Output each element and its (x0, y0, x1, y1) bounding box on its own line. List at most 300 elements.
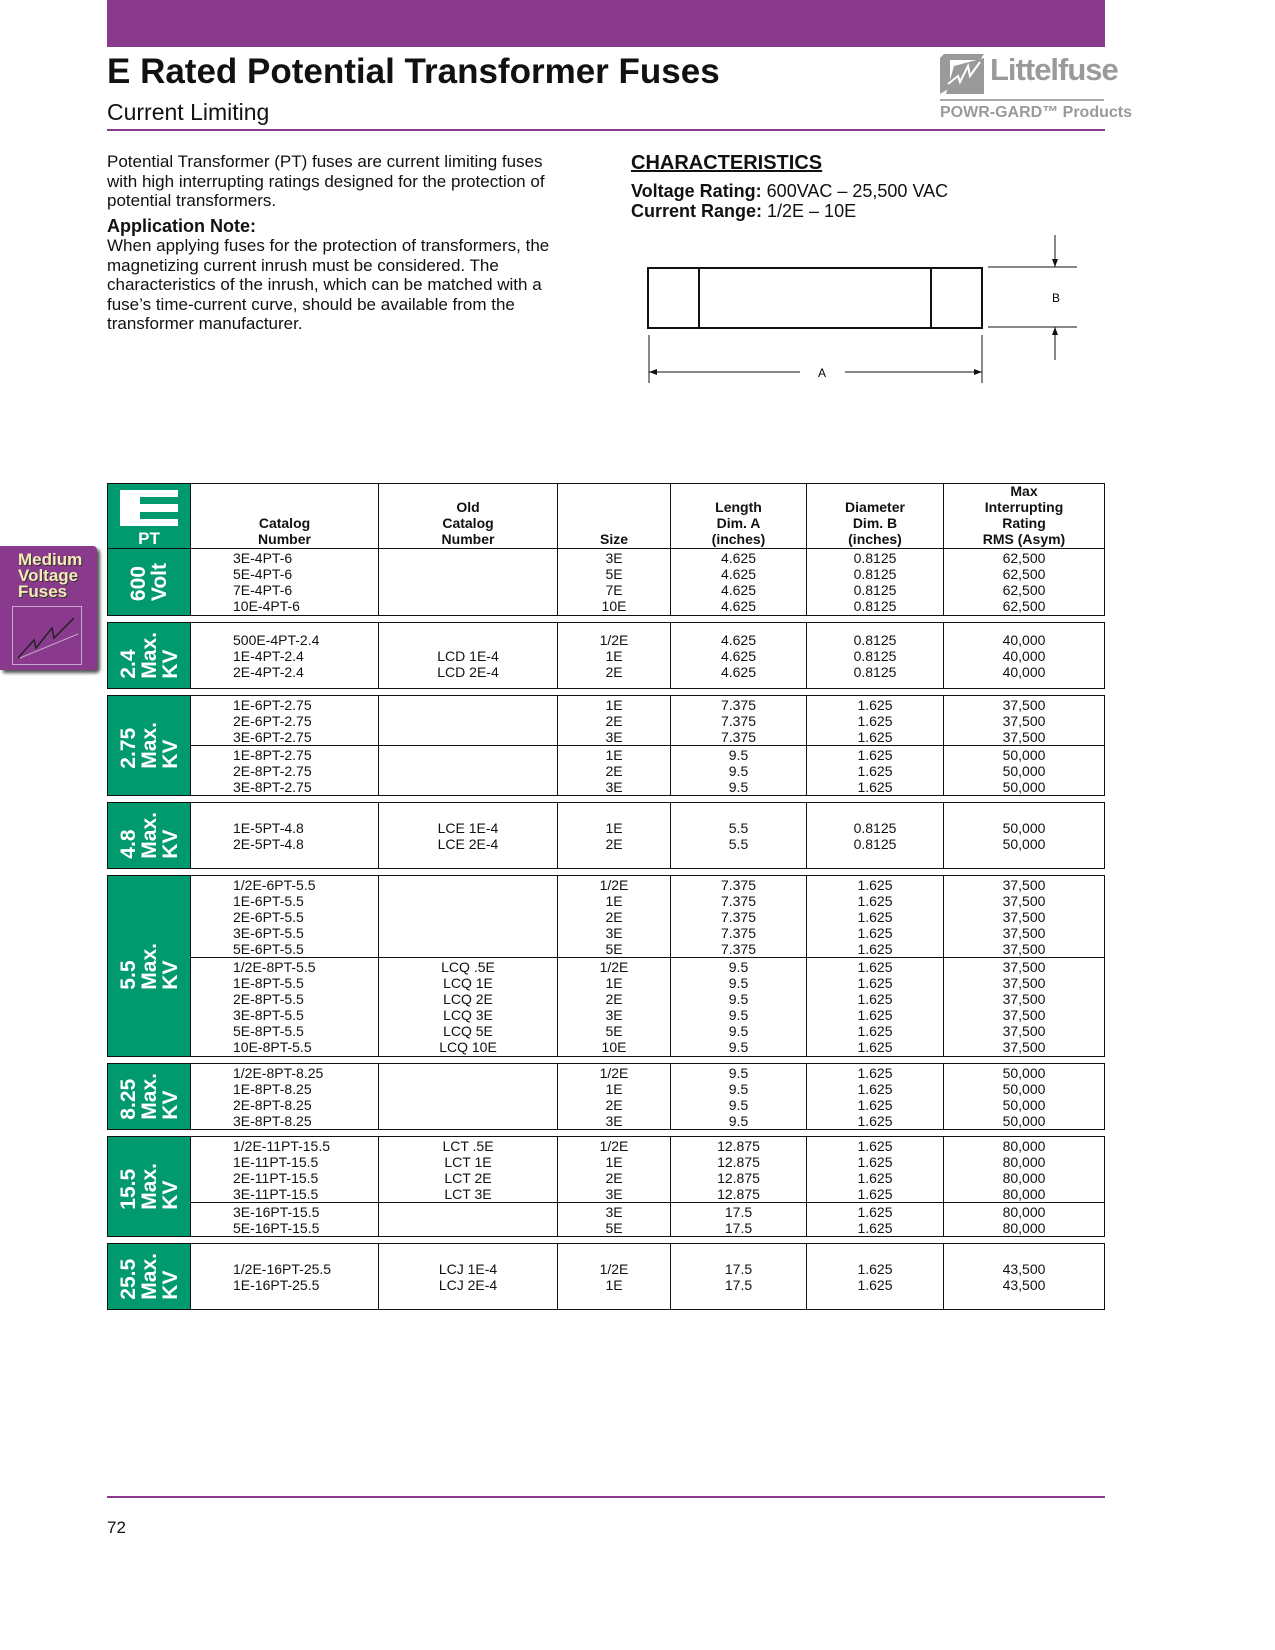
length-value: 4.625 (720, 663, 757, 680)
size-value: 1/2E (599, 959, 629, 976)
voltage-label-text: 600 Volt (127, 562, 171, 602)
catalog-value: 3E-6PT-5.5 (233, 924, 304, 941)
length-value: 4.625 (720, 647, 757, 664)
column-header-text: Max Interrupting Rating RMS (Asym) (982, 483, 1066, 547)
old-value (466, 893, 470, 909)
characteristics-section (631, 153, 948, 221)
length-value: 7.375 (720, 712, 757, 729)
rating-value: 37,500 (1002, 908, 1046, 925)
old-value: LCQ .5E (441, 959, 495, 976)
diameter-value: 1.625 (857, 975, 893, 992)
application-note-heading: Application Note: (107, 215, 256, 236)
size-value: 1/2E (599, 876, 629, 893)
diameter-value: 0.8125 (853, 835, 897, 852)
column-header-text: Length Dim. A (inches) (711, 499, 766, 547)
old-value: LCQ 5E (443, 1023, 493, 1040)
cell-diameter (806, 1064, 943, 1129)
cell-diameter (806, 1203, 943, 1236)
cell-rating (943, 1137, 1104, 1202)
cell-rating (943, 696, 1104, 745)
intro-section (107, 152, 577, 334)
length-value: 7.375 (720, 728, 757, 745)
length-value: 12.875 (717, 1185, 760, 1202)
voltage-group-label (108, 1244, 190, 1309)
rating-value: 37,500 (1002, 940, 1046, 957)
cell-length (670, 1137, 806, 1202)
fuse-subgroup (190, 696, 1104, 745)
size-value: 5E (605, 1023, 623, 1040)
cell-rating (943, 876, 1104, 957)
cell-rating (943, 1064, 1104, 1129)
size-value: 1E (605, 1153, 623, 1170)
fuse-subgroup (190, 876, 1104, 957)
cell-length (670, 1064, 806, 1129)
old-value (466, 713, 470, 729)
rating-value: 37,500 (1002, 924, 1046, 941)
size-value: 1/2E (599, 1260, 629, 1277)
side-tab-label: Medium Voltage Fuses (18, 550, 83, 601)
fuse-subgroup (190, 1244, 1104, 1309)
logo-subtitle: POWR-GARD™ Products (940, 104, 1132, 121)
cell-rating (943, 958, 1104, 1056)
length-value: 9.5 (728, 1096, 749, 1113)
length-value: 9.5 (728, 959, 749, 976)
catalog-value: 1/2E-16PT-25.5 (233, 1260, 332, 1277)
length-value: 12.875 (717, 1153, 760, 1170)
diameter-value: 1.625 (857, 876, 893, 893)
rating-value: 37,500 (1002, 1023, 1046, 1040)
size-value: 1E (605, 819, 623, 836)
diameter-value: 1.625 (857, 1169, 893, 1186)
group-body (190, 876, 1104, 1056)
catalog-value: 1E-8PT-2.75 (233, 746, 312, 763)
old-value: LCT 3E (444, 1185, 492, 1202)
cell-old (378, 876, 557, 957)
voltage-group-label (108, 876, 190, 1056)
catalog-value: 5E-4PT-6 (233, 566, 293, 582)
cell-length (670, 1244, 806, 1309)
length-value: 9.5 (728, 1080, 749, 1097)
diameter-value: 0.8125 (853, 598, 897, 614)
rating-value: 37,500 (1002, 712, 1046, 729)
rating-value: 43,500 (1002, 1260, 1046, 1277)
cell-catalog (190, 1137, 378, 1202)
cell-catalog (190, 1203, 378, 1236)
cell-catalog (190, 876, 378, 957)
diameter-value: 0.8125 (853, 663, 897, 680)
size-value: 1E (605, 1080, 623, 1097)
rating-value: 50,000 (1002, 746, 1046, 763)
catalog-value: 2E-11PT-15.5 (233, 1169, 319, 1186)
lightning-graph-icon (12, 606, 82, 666)
length-value: 9.5 (728, 1023, 749, 1040)
catalog-value: 1/2E-8PT-8.25 (233, 1064, 324, 1081)
size-value: 1E (605, 746, 623, 763)
dim-a-label: A (818, 366, 827, 380)
size-value: 10E (601, 598, 627, 614)
group-body (190, 549, 1104, 615)
length-value: 9.5 (728, 1064, 749, 1081)
voltage-group-label (108, 623, 190, 688)
diameter-value: 1.625 (857, 892, 893, 909)
old-value: LCQ 10E (439, 1039, 497, 1056)
length-value: 17.5 (724, 1276, 753, 1293)
size-value: 2E (605, 1169, 623, 1186)
catalog-value: 3E-16PT-15.5 (233, 1203, 320, 1220)
diameter-value: 1.625 (857, 1219, 893, 1236)
diameter-value: 1.625 (857, 1039, 893, 1056)
catalog-value: 7E-4PT-6 (233, 582, 293, 598)
column-header-text: Diameter Dim. B (inches) (845, 499, 905, 547)
table-header (107, 483, 1105, 549)
cell-size (557, 1137, 670, 1202)
voltage-group (107, 549, 1105, 616)
size-value: 1E (605, 892, 623, 909)
size-value: 1/2E (599, 1064, 629, 1081)
catalog-value: 3E-4PT-6 (233, 550, 293, 566)
fuse-subgroup (190, 1137, 1104, 1202)
voltage-group-label (108, 696, 190, 795)
size-value: 3E (605, 1112, 623, 1129)
cell-size (557, 803, 670, 868)
catalog-value: 5E-6PT-5.5 (233, 940, 304, 957)
diameter-value: 1.625 (857, 1153, 893, 1170)
voltage-label-text: 2.4 Max. KV (116, 632, 182, 679)
rating-value: 80,000 (1002, 1169, 1046, 1186)
cell-diameter (806, 549, 943, 615)
voltage-group (107, 1243, 1105, 1310)
old-value (466, 925, 470, 941)
length-value: 7.375 (720, 876, 757, 893)
cell-catalog (190, 1064, 378, 1129)
footer-divider (107, 1496, 1105, 1498)
diameter-value: 1.625 (857, 1185, 893, 1202)
cell-old (378, 623, 557, 688)
cell-catalog (190, 958, 378, 1056)
rating-value: 62,500 (1002, 582, 1046, 598)
application-note-text: When applying fuses for the protection of transformers, the magnetizing current inrush must be considered. The characteristics of the inrush, which can be matched with a fuse’s time-current curve, should be available from the transformer manufacturer. (107, 236, 550, 333)
cell-catalog (190, 696, 378, 745)
voltage-group (107, 695, 1105, 796)
cell-size (557, 1244, 670, 1309)
size-value: 5E (605, 1219, 623, 1236)
fuse-dimension-diagram (640, 230, 1090, 390)
rating-value: 50,000 (1002, 778, 1046, 795)
cell-size (557, 549, 670, 615)
diameter-value: 1.625 (857, 1203, 893, 1220)
catalog-value: 1E-4PT-2.4 (233, 647, 304, 664)
cell-old (378, 746, 557, 795)
size-value: 1E (605, 975, 623, 992)
cell-diameter (806, 876, 943, 957)
size-value: 2E (605, 835, 623, 852)
cell-length (670, 549, 806, 615)
diameter-value: 1.625 (857, 1007, 893, 1024)
cell-old (378, 1244, 557, 1309)
size-value: 7E (605, 582, 623, 598)
length-value: 9.5 (728, 1007, 749, 1024)
diameter-value: 1.625 (857, 712, 893, 729)
rating-value: 50,000 (1002, 1064, 1046, 1081)
cell-size (557, 958, 670, 1056)
diameter-value: 1.625 (857, 991, 893, 1008)
rating-value: 40,000 (1002, 647, 1046, 664)
size-value: 2E (605, 991, 623, 1008)
size-value: 5E (605, 566, 623, 582)
cell-diameter (806, 803, 943, 868)
rating-value: 50,000 (1002, 762, 1046, 779)
cell-catalog (190, 623, 378, 688)
length-value: 9.5 (728, 778, 749, 795)
cell-rating (943, 1203, 1104, 1236)
length-value: 7.375 (720, 892, 757, 909)
old-value (466, 1220, 470, 1236)
current-value: 1/2E – 10E (762, 201, 857, 221)
length-value: 9.5 (728, 746, 749, 763)
column-header-length (670, 484, 806, 548)
cell-size (557, 1203, 670, 1236)
littelfuse-mark-icon (940, 54, 984, 94)
rating-value: 50,000 (1002, 1112, 1046, 1129)
page-number: 72 (107, 1518, 126, 1537)
size-value: 2E (605, 663, 623, 680)
old-value: LCD 1E-4 (437, 647, 499, 664)
rating-value: 37,500 (1002, 696, 1046, 713)
catalog-value: 3E-8PT-8.25 (233, 1112, 312, 1129)
size-value: 2E (605, 712, 623, 729)
diameter-value: 1.625 (857, 1023, 893, 1040)
voltage-label: Voltage Rating: (631, 181, 762, 201)
rating-value: 80,000 (1002, 1203, 1046, 1220)
rating-value: 40,000 (1002, 663, 1046, 680)
group-body (190, 1137, 1104, 1236)
diameter-value: 1.625 (857, 959, 893, 976)
cell-rating (943, 549, 1104, 615)
cell-length (670, 1203, 806, 1236)
rating-value: 37,500 (1002, 959, 1046, 976)
cell-diameter (806, 746, 943, 795)
length-value: 9.5 (728, 1112, 749, 1129)
rating-value: 37,500 (1002, 1039, 1046, 1056)
cell-diameter (806, 623, 943, 688)
diameter-value: 1.625 (857, 728, 893, 745)
old-value (466, 909, 470, 925)
catalog-value: 3E-6PT-2.75 (233, 728, 312, 745)
catalog-value: 1E-11PT-15.5 (233, 1153, 319, 1170)
old-value (466, 747, 470, 763)
cell-rating (943, 746, 1104, 795)
voltage-group (107, 1063, 1105, 1130)
diameter-value: 0.8125 (853, 550, 897, 566)
cell-catalog (190, 549, 378, 615)
old-value (466, 779, 470, 795)
medium-voltage-fuses-tab[interactable] (0, 546, 97, 670)
diameter-value: 0.8125 (853, 647, 897, 664)
diameter-value: 1.625 (857, 746, 893, 763)
logo-name: Littelfuse (990, 52, 1118, 87)
diameter-value: 1.625 (857, 762, 893, 779)
length-value: 4.625 (720, 631, 757, 648)
length-value: 5.5 (728, 835, 749, 852)
length-value: 5.5 (728, 819, 749, 836)
size-value: 2E (605, 762, 623, 779)
voltage-label-text: 4.8 Max. KV (116, 812, 182, 859)
old-value: LCJ 2E-4 (438, 1276, 498, 1293)
cell-old (378, 1064, 557, 1129)
cell-old (378, 958, 557, 1056)
length-value: 17.5 (724, 1219, 753, 1236)
rating-value: 50,000 (1002, 1080, 1046, 1097)
cell-length (670, 623, 806, 688)
old-value (466, 763, 470, 779)
cell-catalog (190, 803, 378, 868)
catalog-value: 3E-8PT-2.75 (233, 778, 312, 795)
rating-value: 43,500 (1002, 1276, 1046, 1293)
cell-old (378, 1137, 557, 1202)
size-value: 1/2E (599, 1137, 629, 1154)
rating-value: 50,000 (1002, 1096, 1046, 1113)
voltage-group (107, 1136, 1105, 1237)
fuse-subgroup (190, 1202, 1104, 1236)
cell-length (670, 958, 806, 1056)
catalog-value: 1E-6PT-5.5 (233, 892, 304, 909)
top-color-bar (107, 0, 1105, 47)
fuse-subgroup (190, 623, 1104, 688)
old-value (466, 1204, 470, 1220)
voltage-group-label (108, 549, 190, 615)
catalog-value: 1E-6PT-2.75 (233, 696, 312, 713)
catalog-value: 1E-8PT-5.5 (233, 975, 304, 992)
length-value: 7.375 (720, 924, 757, 941)
size-value: 3E (605, 1203, 623, 1220)
length-value: 4.625 (720, 598, 757, 614)
cell-old (378, 549, 557, 615)
catalog-value: 1E-16PT-25.5 (233, 1276, 320, 1293)
catalog-value: 2E-6PT-5.5 (233, 908, 304, 925)
old-value: LCT 2E (444, 1169, 492, 1186)
cell-diameter (806, 1244, 943, 1309)
cell-rating (943, 1244, 1104, 1309)
rating-value: 62,500 (1002, 550, 1046, 566)
diameter-value: 0.8125 (853, 631, 897, 648)
old-value: LCQ 1E (443, 975, 493, 992)
length-value: 7.375 (720, 696, 757, 713)
current-label: Current Range: (631, 201, 763, 221)
voltage-group-label (108, 1137, 190, 1236)
rating-value: 80,000 (1002, 1137, 1046, 1154)
rating-value: 62,500 (1002, 566, 1046, 582)
catalog-value: 1/2E-6PT-5.5 (233, 876, 316, 893)
cell-old (378, 696, 557, 745)
diameter-value: 1.625 (857, 1276, 893, 1293)
diameter-value: 1.625 (857, 696, 893, 713)
diameter-value: 0.8125 (853, 582, 897, 598)
size-value: 10E (601, 1039, 627, 1056)
length-value: 9.5 (728, 1039, 749, 1056)
rating-value: 37,500 (1002, 991, 1046, 1008)
cell-length (670, 746, 806, 795)
column-header-text: Catalog Number (258, 515, 311, 547)
old-value (466, 697, 470, 713)
old-value (466, 598, 470, 614)
old-value: LCQ 3E (443, 1007, 493, 1024)
old-value (466, 1081, 470, 1097)
size-value: 3E (605, 778, 623, 795)
rating-value: 40,000 (1002, 631, 1046, 648)
diameter-value: 1.625 (857, 924, 893, 941)
diameter-value: 1.625 (857, 940, 893, 957)
column-header-text: Size (599, 531, 628, 547)
pt-label: PT (138, 529, 160, 548)
catalog-value: 5E-8PT-5.5 (233, 1023, 304, 1040)
voltage-group (107, 802, 1105, 869)
diameter-value: 0.8125 (853, 566, 897, 582)
length-value: 4.625 (720, 582, 757, 598)
column-header-rating (943, 484, 1104, 548)
size-value: 5E (605, 940, 623, 957)
voltage-group-label (108, 1064, 190, 1129)
size-value: 1/2E (599, 631, 629, 648)
diameter-value: 1.625 (857, 1096, 893, 1113)
group-body (190, 803, 1104, 868)
length-value: 7.375 (720, 908, 757, 925)
intro-text: Potential Transformer (PT) fuses are current limiting fuses with high interrupting ratings designed for the protection of potential transformers. (107, 152, 545, 210)
old-value (466, 550, 470, 566)
rating-value: 37,500 (1002, 1007, 1046, 1024)
old-value (466, 941, 470, 957)
catalog-value: 2E-8PT-5.5 (233, 991, 304, 1008)
catalog-value: 1E-8PT-8.25 (233, 1080, 312, 1097)
diameter-value: 1.625 (857, 1137, 893, 1154)
cell-size (557, 876, 670, 957)
old-value (466, 1113, 470, 1129)
catalog-value: 500E-4PT-2.4 (233, 631, 320, 648)
cell-size (557, 746, 670, 795)
cell-size (557, 1064, 670, 1129)
cell-size (557, 696, 670, 745)
length-value: 9.5 (728, 762, 749, 779)
length-value: 12.875 (717, 1169, 760, 1186)
size-value: 1E (605, 647, 623, 664)
rating-value: 80,000 (1002, 1219, 1046, 1236)
group-body (190, 1244, 1104, 1309)
old-value: LCJ 1E-4 (438, 1260, 498, 1277)
group-body (190, 696, 1104, 795)
voltage-label-text: 15.5 Max. KV (116, 1163, 182, 1210)
column-header-catalog (190, 484, 378, 548)
catalog-value: 3E-8PT-5.5 (233, 1007, 304, 1024)
catalog-value: 2E-5PT-4.8 (233, 835, 304, 852)
catalog-value: 10E-4PT-6 (233, 598, 300, 614)
rating-value: 37,500 (1002, 728, 1046, 745)
catalog-value: 5E-16PT-15.5 (233, 1219, 320, 1236)
old-value: LCE 1E-4 (437, 819, 499, 836)
fuse-subgroup (190, 1064, 1104, 1129)
fuse-subgroup (190, 549, 1104, 615)
diameter-value: 1.625 (857, 1112, 893, 1129)
rating-value: 62,500 (1002, 598, 1046, 614)
diameter-value: 1.625 (857, 1260, 893, 1277)
fuse-subgroup (190, 957, 1104, 1056)
current-range (631, 201, 948, 221)
length-value: 12.875 (717, 1137, 760, 1154)
voltage-group (107, 875, 1105, 1057)
page-title: E Rated Potential Transformer Fuses (107, 52, 720, 91)
size-value: 2E (605, 1096, 623, 1113)
catalog-value: 1/2E-8PT-5.5 (233, 959, 316, 976)
rating-value: 80,000 (1002, 1185, 1046, 1202)
diameter-value: 1.625 (857, 1080, 893, 1097)
